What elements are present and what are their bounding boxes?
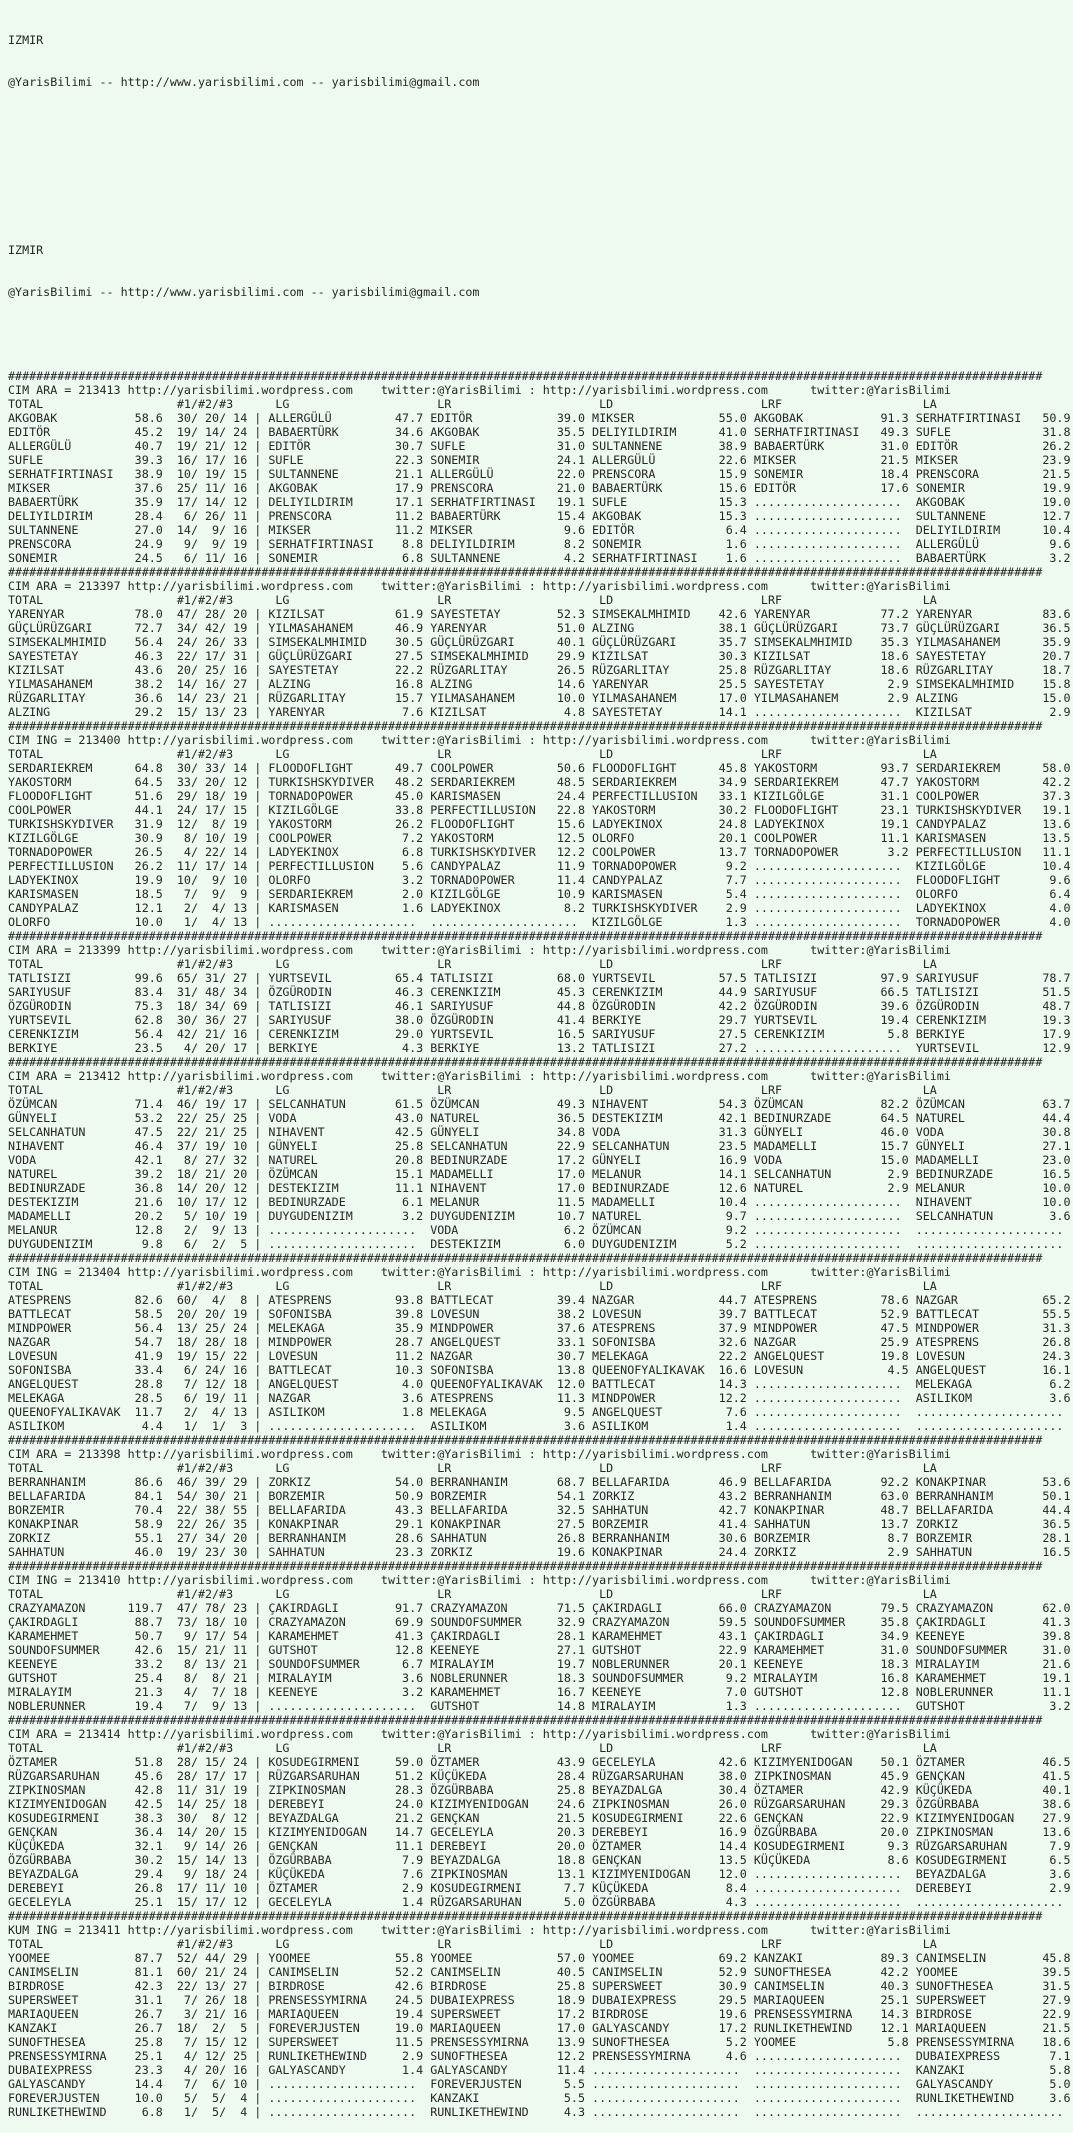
table-row: YURTSEVIL 62.8 30/ 36/ 27 | SARIYUSUF 38.0 ÖZGÜRODIN 41.4 BERKIYE 29.7 YURTSEVIL 19.4 CERENKIZIM 19.3 xyxy=(8,1013,1071,1027)
table-row: SULTANNENE 27.0 14/ 9/ 16 | MIKSER 11.2 MIKSER 9.6 EDITÖR 6.4 ..................... DELIYILDIRIM 10.4 xyxy=(8,523,1071,537)
table-row: CANIMSELIN 81.1 60/ 21/ 24 | CANIMSELIN 52.2 CANIMSELIN 40.5 CANIMSELIN 52.9 SUNOFTHESEA 42.2 YOOMEE 39.5 xyxy=(8,1965,1071,1979)
section-separator: ################################################################################################################################################### xyxy=(8,1433,1043,1447)
table-row: RUNLIKETHEWIND 6.8 1/ 5/ 4 | ..................... RUNLIKETHEWIND 4.3 ..................... ..................... ..................... xyxy=(8,2105,1071,2119)
table-row: NATUREL 39.2 18/ 21/ 20 | ÖZÜMCAN 15.1 MADAMELLI 17.0 MELANUR 14.1 SELCANHATUN 2.9 BEDINURZADE 16.5 xyxy=(8,1167,1071,1181)
section-separator: ################################################################################################################################################### xyxy=(8,565,1043,579)
table-row: RÜZGARLITAY 36.6 14/ 23/ 21 | RÜZGARLITAY 15.7 YILMASAHANEM 10.0 YILMASAHANEM 17.0 YILMASAHANEM 2.9 ALZING 15.0 xyxy=(8,691,1071,705)
table-row: MADAMELLI 20.2 5/ 10/ 19 | DUYGUDENIZIM 3.2 DUYGUDENIZIM 10.7 NATUREL 9.7 ..................... SELCANHATUN 3.6 xyxy=(8,1209,1071,1223)
table-row: MELANUR 12.8 2/ 9/ 13 | ..................... VODA 6.2 ÖZÜMCAN 9.2 ..................... ..................... xyxy=(8,1223,1071,1237)
table-row: KIZIMYENIDOGAN 42.5 14/ 25/ 18 | DEREBEYI 24.0 KIZIMYENIDOGAN 24.6 ZIPKINOSMAN 26.0 RÜZGARSARUHAN 29.3 ÖZGÜRBABA 38.6 xyxy=(8,1797,1071,1811)
table-row: GÜÇLÜRÜZGARI 72.7 34/ 42/ 19 | YILMASAHANEM 46.9 YARENYAR 51.0 ALZING 38.1 GÜÇLÜRÜZGARI 73.7 GÜÇLÜRÜZGARI 36.5 xyxy=(8,621,1071,635)
section-separator: ################################################################################################################################################### xyxy=(8,1559,1043,1573)
table-row: CANDYPALAZ 12.1 2/ 4/ 13 | KARISMASEN 1.6 LADYEKINOX 8.2 TURKISHSKYDIVER 2.9 ..................... LADYEKINOX 4.0 xyxy=(8,901,1071,915)
race-section-213413 xyxy=(8,369,1073,565)
table-row: DUYGUDENIZIM 9.8 6/ 2/ 5 | ..................... DESTEKIZIM 6.0 DUYGUDENIZIM 5.2 ..................... ..................... xyxy=(8,1237,1071,1251)
table-row: KIZILSAT 43.6 20/ 25/ 16 | SAYESTETAY 22.2 RÜZGARLITAY 26.5 RÜZGARLITAY 25.8 RÜZGARLITAY 18.6 RÜZGARLITAY 18.7 xyxy=(8,663,1071,677)
table-row: MELEKAGA 28.5 6/ 19/ 11 | NAZGAR 3.6 ATESPRENS 11.3 MINDPOWER 12.2 ..................... ASILIKOM 3.6 xyxy=(8,1391,1071,1405)
column-header: TOTAL #1/#2/#3 LG LR LD LRF LA xyxy=(8,397,937,411)
table-row: BABAERTÜRK 35.9 17/ 14/ 12 | DELIYILDIRIM 17.1 SERHATFIRTINASI 19.1 SUFLE 15.3 ..................... AKGOBAK 19.0 xyxy=(8,495,1071,509)
table-row: LADYEKINOX 19.9 10/ 9/ 10 | OLORFO 3.2 TORNADOPOWER 11.4 CANDYPALAZ 7.7 ..................... FLOODOFLIGHT 9.6 xyxy=(8,873,1071,887)
race-section-213398 xyxy=(8,1433,1073,1559)
race-section-213412 xyxy=(8,1055,1073,1251)
table-row: NIHAVENT 46.4 37/ 19/ 10 | GÜNYELI 25.8 SELCANHATUN 22.9 SELCANHATUN 23.5 MADAMELLI 15.7 GÜNYELI 27.1 xyxy=(8,1139,1071,1153)
race-section-213411 xyxy=(8,1909,1073,2119)
table-row: ÖZTAMER 51.8 28/ 15/ 24 | KOSUDEGIRMENI 59.0 ÖZTAMER 43.9 GECELEYLA 42.6 KIZIMYENIDOGAN 50.1 ÖZTAMER 46.5 xyxy=(8,1755,1071,1769)
table-row: BELLAFARIDA 84.1 54/ 30/ 21 | BORZEMIR 50.9 BORZEMIR 54.1 ZORKIZ 43.2 BERRANHANIM 63.0 BERRANHANIM 50.1 xyxy=(8,1489,1071,1503)
table-row: QUEENOFYALIKAVAK 11.7 2/ 4/ 13 | ASILIKOM 1.8 MELEKAGA 9.5 ANGELQUEST 7.6 ..................... ..................... xyxy=(8,1405,1071,1419)
table-row: KÜÇÜKEDA 32.1 9/ 14/ 26 | GENÇKAN 11.1 DEREBEYI 20.0 ÖZTAMER 14.4 KOSUDEGIRMENI 9.3 RÜZGARSARUHAN 7.9 xyxy=(8,1839,1071,1853)
table-row: GENÇKAN 36.4 14/ 20/ 15 | KIZIMYENIDOGAN 14.7 GECELEYLA 20.3 DEREBEYI 16.9 ÖZGÜRBABA 20.0 ZIPKINOSMAN 13.6 xyxy=(8,1825,1071,1839)
table-row: SUNOFTHESEA 25.8 7/ 15/ 12 | SUPERSWEET 11.5 PRENSESSYMIRNA 13.9 SUNOFTHESEA 5.2 YOOMEE 5.8 PRENSESSYMIRNA 18.6 xyxy=(8,2035,1071,2049)
section-separator: ################################################################################################################################################### xyxy=(8,1251,1043,1265)
blank-line xyxy=(8,159,1073,173)
table-row: OLORFO 10.0 1/ 4/ 13 | ..................... ..................... KIZILGÖLGE 1.3 ..................... TORNADOPOWER 4.0 xyxy=(8,915,1071,929)
table-row: SERHATFIRTINASI 38.9 10/ 19/ 15 | SULTANNENE 21.1 ALLERGÜLÜ 22.0 PRENSCORA 15.9 SONEMIR 18.4 PRENSCORA 21.5 xyxy=(8,467,1071,481)
table-row: EDITÖR 45.2 19/ 14/ 24 | BABAERTÜRK 34.6 AKGOBAK 35.5 DELIYILDIRIM 41.0 SERHATFIRTINASI 49.3 SUFLE 31.8 xyxy=(8,425,1071,439)
table-row: COOLPOWER 44.1 24/ 17/ 15 | KIZILGÖLGE 33.8 PERFECTILLUSION 22.8 YAKOSTORM 30.2 FLOODOFLIGHT 23.1 TURKISHSKYDIVER 19.1 xyxy=(8,803,1071,817)
table-row: SUPERSWEET 31.1 7/ 26/ 18 | PRENSESSYMIRNA 24.5 DUBAIEXPRESS 18.9 DUBAIEXPRESS 29.5 MARIAQUEEN 25.1 SUPERSWEET 27.9 xyxy=(8,1993,1071,2007)
race-section-213404 xyxy=(8,1251,1073,1433)
table-row: YARENYAR 78.0 47/ 28/ 20 | KIZILSAT 61.9 SAYESTETAY 52.3 SIMSEKALMHIMID 42.6 YARENYAR 77.2 YARENYAR 83.6 xyxy=(8,607,1071,621)
table-row: SUFLE 39.3 16/ 17/ 16 | SUFLE 22.3 SONEMIR 24.1 ALLERGÜLÜ 22.6 MIKSER 21.5 MIKSER 23.9 xyxy=(8,453,1071,467)
column-header: TOTAL #1/#2/#3 LG LR LD LRF LA xyxy=(8,747,937,761)
table-row: BORZEMIR 70.4 22/ 38/ 55 | BELLAFARIDA 43.3 BELLAFARIDA 32.5 SAHHATUN 42.7 KONAKPINAR 48.7 BELLAFARIDA 44.4 xyxy=(8,1503,1071,1517)
table-row: BIRDROSE 42.3 22/ 13/ 27 | BIRDROSE 42.6 BIRDROSE 25.8 SUPERSWEET 30.9 CANIMSELIN 40.3 SUNOFTHESEA 31.5 xyxy=(8,1979,1071,1993)
table-row: SELCANHATUN 47.5 22/ 21/ 25 | NIHAVENT 42.5 GÜNYELI 34.8 VODA 31.3 GÜNYELI 46.0 VODA 30.8 xyxy=(8,1125,1071,1139)
section-title: CIM ARA = 213397 http://yarisbilimi.wordpress.com twitter:@YarisBilimi : http://yarisbilimi.wordpress.com twitter:@YarisBilimi xyxy=(8,579,951,593)
table-row: SIMSEKALMHIMID 56.4 24/ 26/ 33 | SIMSEKALMHIMID 30.5 GÜÇLÜRÜZGARI 40.1 GÜÇLÜRÜZGARI 35.7 SIMSEKALMHIMID 35.3 YILMASAHANEM 35.9 xyxy=(8,635,1071,649)
sections-container xyxy=(8,369,1073,2119)
table-row: NOBLERUNNER 19.4 7/ 9/ 13 | ..................... GUTSHOT 14.8 MIRALAYIM 1.3 ..................... GUTSHOT 3.2 xyxy=(8,1699,1071,1713)
table-row: CERENKIZIM 56.4 42/ 21/ 16 | CERENKIZIM 29.0 YURTSEVIL 16.5 SARIYUSUF 27.5 CERENKIZIM 5.8 BERKIYE 17.9 xyxy=(8,1027,1071,1041)
section-title: CIM ARA = 213412 http://yarisbilimi.wordpress.com twitter:@YarisBilimi : http://yarisbilimi.wordpress.com twitter:@YarisBilimi xyxy=(8,1069,951,1083)
table-row: ZIPKINOSMAN 42.8 11/ 31/ 19 | ZIPKINOSMAN 28.3 ÖZGÜRBABA 25.8 BEYAZDALGA 30.4 ÖZTAMER 42.9 KÜÇÜKEDA 40.1 xyxy=(8,1783,1071,1797)
table-row: MIKSER 37.6 25/ 11/ 16 | AKGOBAK 17.9 PRENSCORA 21.0 BABAERTÜRK 15.6 EDITÖR 17.6 SONEMIR 19.9 xyxy=(8,481,1071,495)
column-header: TOTAL #1/#2/#3 LG LR LD LRF LA xyxy=(8,957,937,971)
table-row: GÜNYELI 53.2 22/ 25/ 25 | VODA 43.0 NATUREL 36.5 DESTEKIZIM 42.1 BEDINURZADE 64.5 NATUREL 44.4 xyxy=(8,1111,1071,1125)
table-row: ÇAKIRDAGLI 88.7 73/ 18/ 10 | CRAZYAMAZON 69.9 SOUNDOFSUMMER 32.9 CRAZYAMAZON 59.5 SOUNDOFSUMMER 35.8 ÇAKIRDAGLI 41.3 xyxy=(8,1615,1071,1629)
table-row: ÖZGÜRODIN 75.3 18/ 34/ 69 | TATLISIZI 46.1 SARIYUSUF 44.8 ÖZGÜRODIN 42.2 ÖZGÜRODIN 39.6 ÖZGÜRODIN 48.7 xyxy=(8,999,1071,1013)
race-section-213397 xyxy=(8,565,1073,719)
table-row: SONEMIR 24.5 6/ 11/ 16 | SONEMIR 6.8 SULTANNENE 4.2 SERHATFIRTINASI 1.6 ..................... BABAERTÜRK 3.2 xyxy=(8,551,1071,565)
table-row: KEENEYE 33.2 8/ 13/ 21 | SOUNDOFSUMMER 6.7 MIRALAYIM 19.7 NOBLERUNNER 20.1 KEENEYE 18.3 MIRALAYIM 21.6 xyxy=(8,1657,1071,1671)
race-section-213399 xyxy=(8,929,1073,1055)
byline: @YarisBilimi -- http://www.yarisbilimi.com -- yarisbilimi@gmail.com xyxy=(8,75,480,89)
section-title: KUM ING = 213411 http://yarisbilimi.wordpress.com twitter:@YarisBilimi : http://yarisbilimi.wordpress.com twitter:@YarisBilimi xyxy=(8,1923,951,1937)
section-separator: ################################################################################################################################################### xyxy=(8,719,1043,733)
blank-line xyxy=(8,201,1073,215)
table-row: SOFONISBA 33.4 6/ 24/ 16 | BATTLECAT 10.3 SOFONISBA 13.8 QUEENOFYALIKAVAK 16.6 LOVESUN 4.5 ANGELQUEST 16.1 xyxy=(8,1363,1071,1377)
table-row: NAZGAR 54.7 18/ 28/ 18 | MINDPOWER 28.7 ANGELQUEST 33.1 SOFONISBA 32.6 NAZGAR 25.9 ATESPRENS 26.8 xyxy=(8,1335,1071,1349)
column-header: TOTAL #1/#2/#3 LG LR LD LRF LA xyxy=(8,1083,937,1097)
table-row: PRENSESSYMIRNA 25.1 4/ 12/ 25 | RUNLIKETHEWIND 2.9 SUNOFTHESEA 12.2 PRENSESSYMIRNA 4.6 ..................... DUBAIEXPRESS 7.1 xyxy=(8,2049,1071,2063)
table-row: KONAKPINAR 58.9 22/ 26/ 35 | KONAKPINAR 29.1 KONAKPINAR 27.5 BORZEMIR 41.4 SAHHATUN 13.7 ZORKIZ 36.5 xyxy=(8,1517,1071,1531)
table-row: ASILIKOM 4.4 1/ 1/ 3 | ..................... ASILIKOM 3.6 ASILIKOM 1.4 ..................... ..................... xyxy=(8,1419,1071,1433)
section-title: CIM ARA = 213398 http://yarisbilimi.wordpress.com twitter:@YarisBilimi : http://yarisbilimi.wordpress.com twitter:@YarisBilimi xyxy=(8,1447,951,1461)
table-row: KARAMEHMET 50.7 9/ 17/ 54 | KARAMEHMET 41.3 ÇAKIRDAGLI 28.1 KARAMEHMET 43.1 ÇAKIRDAGLI 34.9 KEENEYE 39.8 xyxy=(8,1629,1071,1643)
column-header: TOTAL #1/#2/#3 LG LR LD LRF LA xyxy=(8,593,937,607)
section-title: CIM ARA = 213413 http://yarisbilimi.wordpress.com twitter:@YarisBilimi : http://yarisbilimi.wordpress.com twitter:@YarisBilimi xyxy=(8,383,951,397)
table-row: TURKISHSKYDIVER 31.9 12/ 8/ 19 | YAKOSTORM 26.2 FLOODOFLIGHT 15.6 LADYEKINOX 24.8 LADYEKINOX 19.1 CANDYPALAZ 13.6 xyxy=(8,817,1071,831)
table-row: SERDARIEKREM 64.8 30/ 33/ 14 | FLOODOFLIGHT 49.7 COOLPOWER 50.6 FLOODOFLIGHT 45.8 YAKOSTORM 93.7 SERDARIEKREM 58.0 xyxy=(8,761,1071,775)
table-row: BERRANHANIM 86.6 46/ 39/ 29 | ZORKIZ 54.0 BERRANHANIM 68.7 BELLAFARIDA 46.9 BELLAFARIDA 92.2 KONAKPINAR 53.6 xyxy=(8,1475,1071,1489)
table-row: BERKIYE 23.5 4/ 20/ 17 | BERKIYE 4.3 BERKIYE 13.2 TATLISIZI 27.2 ..................... YURTSEVIL 12.9 xyxy=(8,1041,1071,1055)
blank-line xyxy=(8,117,1073,131)
city-line: IZMIR xyxy=(8,33,44,47)
section-separator: ################################################################################################################################################### xyxy=(8,929,1043,943)
table-row: YAKOSTORM 64.5 33/ 20/ 12 | TURKISHSKYDIVER 48.2 SERDARIEKREM 48.5 SERDARIEKREM 34.9 SERDARIEKREM 47.7 YAKOSTORM 42.2 xyxy=(8,775,1071,789)
table-row: KOSUDEGIRMENI 38.3 30/ 8/ 12 | BEYAZDALGA 21.2 GENÇKAN 21.5 KOSUDEGIRMENI 22.6 GENÇKAN 22.9 KIZIMYENIDOGAN 27.9 xyxy=(8,1811,1071,1825)
section-separator: ################################################################################################################################################### xyxy=(8,369,1043,383)
column-header: TOTAL #1/#2/#3 LG LR LD LRF LA xyxy=(8,1741,937,1755)
table-row: BEDINURZADE 36.8 14/ 20/ 12 | DESTEKIZIM 11.1 NIHAVENT 17.0 BEDINURZADE 12.6 NATUREL 2.9 MELANUR 10.0 xyxy=(8,1181,1071,1195)
table-row: SAYESTETAY 46.3 22/ 17/ 31 | GÜÇLÜRÜZGARI 27.5 SIMSEKALMHIMID 29.9 KIZILSAT 30.3 KIZILSAT 18.6 SAYESTETAY 20.7 xyxy=(8,649,1071,663)
table-row: FOREVERJUSTEN 10.0 5/ 5/ 4 | ..................... KANZAKI 5.5 ..................... ..................... RUNLIKETHEWIND 3.6 xyxy=(8,2091,1071,2105)
table-row: ATESPRENS 82.6 60/ 4/ 8 | ATESPRENS 93.8 BATTLECAT 39.4 NAZGAR 44.7 ATESPRENS 78.6 NAZGAR 65.2 xyxy=(8,1293,1071,1307)
table-row: SOUNDOFSUMMER 42.6 15/ 21/ 11 | GUTSHOT 12.8 KEENEYE 27.1 GUTSHOT 22.9 KARAMEHMET 31.0 SOUNDOFSUMMER 31.0 xyxy=(8,1643,1071,1657)
table-row: ALZING 29.2 15/ 13/ 23 | YARENYAR 7.6 KIZILSAT 4.8 SAYESTETAY 14.1 ..................... KIZILSAT 2.9 xyxy=(8,705,1071,719)
table-row: PERFECTILLUSION 26.2 11/ 17/ 14 | PERFECTILLUSION 5.6 CANDYPALAZ 11.9 TORNADOPOWER 9.2 ..................... KIZILGÖLGE 10.4 xyxy=(8,859,1071,873)
race-section-213414 xyxy=(8,1713,1073,1909)
table-row: DUBAIEXPRESS 23.3 4/ 20/ 16 | GALYASCANDY 1.4 GALYASCANDY 11.4 ..................... ..................... KANZAKI 5.8 xyxy=(8,2063,1071,2077)
table-row: GALYASCANDY 14.4 7/ 6/ 10 | ..................... FOREVERJUSTEN 5.5 ..................... ..................... GALYASCANDY 5.0 xyxy=(8,2077,1071,2091)
column-header: TOTAL #1/#2/#3 LG LR LD LRF LA xyxy=(8,1279,937,1293)
table-row: AKGOBAK 58.6 30/ 20/ 14 | ALLERGÜLÜ 47.7 EDITÖR 39.0 MIKSER 55.0 AKGOBAK 91.3 SERHATFIRTINASI 50.9 xyxy=(8,411,1071,425)
table-row: DEREBEYI 26.8 17/ 11/ 10 | ÖZTAMER 2.9 KOSUDEGIRMENI 7.7 KÜÇÜKEDA 8.4 ..................... DEREBEYI 2.9 xyxy=(8,1881,1071,1895)
blank-line xyxy=(8,327,1073,341)
table-row: KARISMASEN 18.5 7/ 9/ 9 | SERDARIEKREM 2.0 KIZILGÖLGE 10.9 KARISMASEN 5.4 ..................... OLORFO 6.4 xyxy=(8,887,1071,901)
section-separator: ################################################################################################################################################### xyxy=(8,1713,1043,1727)
table-row: YOOMEE 87.7 52/ 44/ 29 | YOOMEE 55.8 YOOMEE 57.0 YOOMEE 69.2 KANZAKI 89.3 CANIMSELIN 45.8 xyxy=(8,1951,1071,1965)
table-row: TATLISIZI 99.6 65/ 31/ 27 | YURTSEVIL 65.4 TATLISIZI 68.0 YURTSEVIL 57.5 TATLISIZI 97.9 SARIYUSUF 78.7 xyxy=(8,971,1071,985)
table-row: BEYAZDALGA 29.4 9/ 18/ 24 | KÜÇÜKEDA 7.6 ZIPKINOSMAN 13.1 KIZIMYENIDOGAN 12.0 ..................... BEYAZDALGA 3.6 xyxy=(8,1867,1071,1881)
section-title: CIM ING = 213410 http://yarisbilimi.wordpress.com twitter:@YarisBilimi : http://yarisbilimi.wordpress.com twitter:@YarisBilimi xyxy=(8,1573,951,1587)
section-title: CIM ING = 213400 http://yarisbilimi.wordpress.com twitter:@YarisBilimi : http://yarisbilimi.wordpress.com twitter:@YarisBilimi xyxy=(8,733,951,747)
table-row: MARIAQUEEN 26.7 3/ 21/ 16 | MARIAQUEEN 19.4 SUPERSWEET 17.2 BIRDROSE 19.6 PRENSESSYMIRNA 14.3 BIRDROSE 22.9 xyxy=(8,2007,1071,2021)
byline-repeat: @YarisBilimi -- http://www.yarisbilimi.com -- yarisbilimi@gmail.com xyxy=(8,285,480,299)
column-header: TOTAL #1/#2/#3 LG LR LD LRF LA xyxy=(8,1587,937,1601)
race-section-213400 xyxy=(8,719,1073,929)
race-section-213410 xyxy=(8,1559,1073,1713)
table-row: BATTLECAT 58.5 20/ 20/ 19 | SOFONISBA 39.8 LOVESUN 38.2 LOVESUN 39.7 BATTLECAT 52.9 BATTLECAT 55.5 xyxy=(8,1307,1071,1321)
table-row: YILMASAHANEM 38.2 14/ 16/ 27 | ALZING 16.8 ALZING 14.6 YARENYAR 25.5 SAYESTETAY 2.9 SIMSEKALMHIMID 15.8 xyxy=(8,677,1071,691)
table-row: SARIYUSUF 83.4 31/ 48/ 34 | ÖZGÜRODIN 46.3 CERENKIZIM 45.3 CERENKIZIM 44.9 SARIYUSUF 66.5 TATLISIZI 51.5 xyxy=(8,985,1071,999)
table-row: MIRALAYIM 21.3 4/ 7/ 18 | KEENEYE 3.2 KARAMEHMET 16.7 KEENEYE 7.0 GUTSHOT 12.8 NOBLERUNNER 11.1 xyxy=(8,1685,1071,1699)
table-row: KANZAKI 26.7 18/ 2/ 5 | FOREVERJUSTEN 19.0 MARIAQUEEN 17.0 GALYASCANDY 17.2 RUNLIKETHEWIND 12.1 MARIAQUEEN 21.5 xyxy=(8,2021,1071,2035)
table-row: ÖZGÜRBABA 30.2 15/ 14/ 13 | ÖZGÜRBABA 7.9 BEYAZDALGA 18.8 GENÇKAN 13.5 KÜÇÜKEDA 8.6 KOSUDEGIRMENI 6.5 xyxy=(8,1853,1071,1867)
table-row: GUTSHOT 25.4 8/ 8/ 21 | MIRALAYIM 3.6 NOBLERUNNER 18.3 SOUNDOFSUMMER 9.2 MIRALAYIM 16.8 KARAMEHMET 19.1 xyxy=(8,1671,1071,1685)
table-row: PRENSCORA 24.9 9/ 9/ 19 | SERHATFIRTINASI 8.8 DELIYILDIRIM 8.2 SONEMIR 1.6 ..................... ALLERGÜLÜ 9.6 xyxy=(8,537,1071,551)
table-row: TORNADOPOWER 26.5 4/ 22/ 14 | LADYEKINOX 6.8 TURKISHSKYDIVER 12.2 COOLPOWER 13.7 TORNADOPOWER 3.2 PERFECTILLUSION 11.1 xyxy=(8,845,1071,859)
table-row: ANGELQUEST 28.8 7/ 12/ 18 | ANGELQUEST 4.0 QUEENOFYALIKAVAK 12.0 BATTLECAT 14.3 ..................... MELEKAGA 6.2 xyxy=(8,1377,1071,1391)
table-row: MINDPOWER 56.4 13/ 25/ 24 | MELEKAGA 35.9 MINDPOWER 37.6 ATESPRENS 37.9 MINDPOWER 47.5 MINDPOWER 31.3 xyxy=(8,1321,1071,1335)
table-row: KIZILGÖLGE 30.9 8/ 10/ 19 | COOLPOWER 7.2 YAKOSTORM 12.5 OLORFO 20.1 COOLPOWER 11.1 KARISMASEN 13.5 xyxy=(8,831,1071,845)
section-separator: ################################################################################################################################################### xyxy=(8,1055,1043,1069)
table-row: LOVESUN 41.9 19/ 15/ 22 | LOVESUN 11.2 NAZGAR 30.7 MELEKAGA 22.2 ANGELQUEST 19.8 LOVESUN 24.3 xyxy=(8,1349,1071,1363)
table-row: RÜZGARSARUHAN 45.6 28/ 17/ 17 | RÜZGARSARUHAN 51.2 KÜÇÜKEDA 28.4 RÜZGARSARUHAN 38.0 ZIPKINOSMAN 45.9 GENÇKAN 41.5 xyxy=(8,1769,1071,1783)
section-title: CIM ING = 213404 http://yarisbilimi.wordpress.com twitter:@YarisBilimi : http://yarisbilimi.wordpress.com twitter:@YarisBilimi xyxy=(8,1265,951,1279)
section-title: CIM ARA = 213414 http://yarisbilimi.wordpress.com twitter:@YarisBilimi : http://yarisbilimi.wordpress.com twitter:@YarisBilimi xyxy=(8,1727,951,1741)
table-row: GECELEYLA 25.1 15/ 17/ 12 | GECELEYLA 1.4 RÜZGARSARUHAN 5.0 ÖZGÜRBABA 4.3 ..................... ..................... xyxy=(8,1895,1071,1909)
table-row: ALLERGÜLÜ 40.7 19/ 21/ 12 | EDITÖR 30.7 SUFLE 31.0 SULTANNENE 38.9 BABAERTÜRK 31.0 EDITÖR 26.2 xyxy=(8,439,1071,453)
table-row: SAHHATUN 46.0 19/ 23/ 30 | SAHHATUN 23.3 ZORKIZ 19.6 KONAKPINAR 24.4 ZORKIZ 2.9 SAHHATUN 16.5 xyxy=(8,1545,1071,1559)
city-line-repeat: IZMIR xyxy=(8,243,44,257)
table-row: DELIYILDIRIM 28.4 6/ 26/ 11 | PRENSCORA 11.2 BABAERTÜRK 15.4 AKGOBAK 15.3 ..................... SULTANNENE 12.7 xyxy=(8,509,1071,523)
table-row: VODA 42.1 8/ 27/ 32 | NATUREL 20.8 BEDINURZADE 17.2 GÜNYELI 16.9 VODA 15.0 MADAMELLI 23.0 xyxy=(8,1153,1071,1167)
table-row: CRAZYAMAZON 119.7 47/ 78/ 23 | ÇAKIRDAGLI 91.7 CRAZYAMAZON 71.5 ÇAKIRDAGLI 66.0 CRAZYAMAZON 79.5 CRAZYAMAZON 62.0 xyxy=(8,1601,1071,1615)
table-row: ZORKIZ 55.1 27/ 34/ 20 | BERRANHANIM 28.6 SAHHATUN 26.8 BERRANHANIM 30.6 BORZEMIR 8.7 BORZEMIR 28.1 xyxy=(8,1531,1071,1545)
column-header: TOTAL #1/#2/#3 LG LR LD LRF LA xyxy=(8,1461,937,1475)
column-header: TOTAL #1/#2/#3 LG LR LD LRF LA xyxy=(8,1937,937,1951)
section-title: CIM ARA = 213399 http://yarisbilimi.wordpress.com twitter:@YarisBilimi : http://yarisbilimi.wordpress.com twitter:@YarisBilimi xyxy=(8,943,951,957)
table-row: DESTEKIZIM 21.6 10/ 17/ 12 | BEDINURZADE 6.1 MELANUR 11.5 MADAMELLI 10.4 ..................... NIHAVENT 10.0 xyxy=(8,1195,1071,1209)
section-separator: ################################################################################################################################################### xyxy=(8,1909,1043,1923)
table-row: FLOODOFLIGHT 51.6 29/ 18/ 19 | TORNADOPOWER 45.0 KARISMASEN 24.4 PERFECTILLUSION 33.1 KIZILGÖLGE 31.1 COOLPOWER 37.3 xyxy=(8,789,1071,803)
table-row: ÖZÜMCAN 71.4 46/ 19/ 17 | SELCANHATUN 61.5 ÖZÜMCAN 49.3 NIHAVENT 54.3 ÖZÜMCAN 82.2 ÖZÜMCAN 63.7 xyxy=(8,1097,1071,1111)
